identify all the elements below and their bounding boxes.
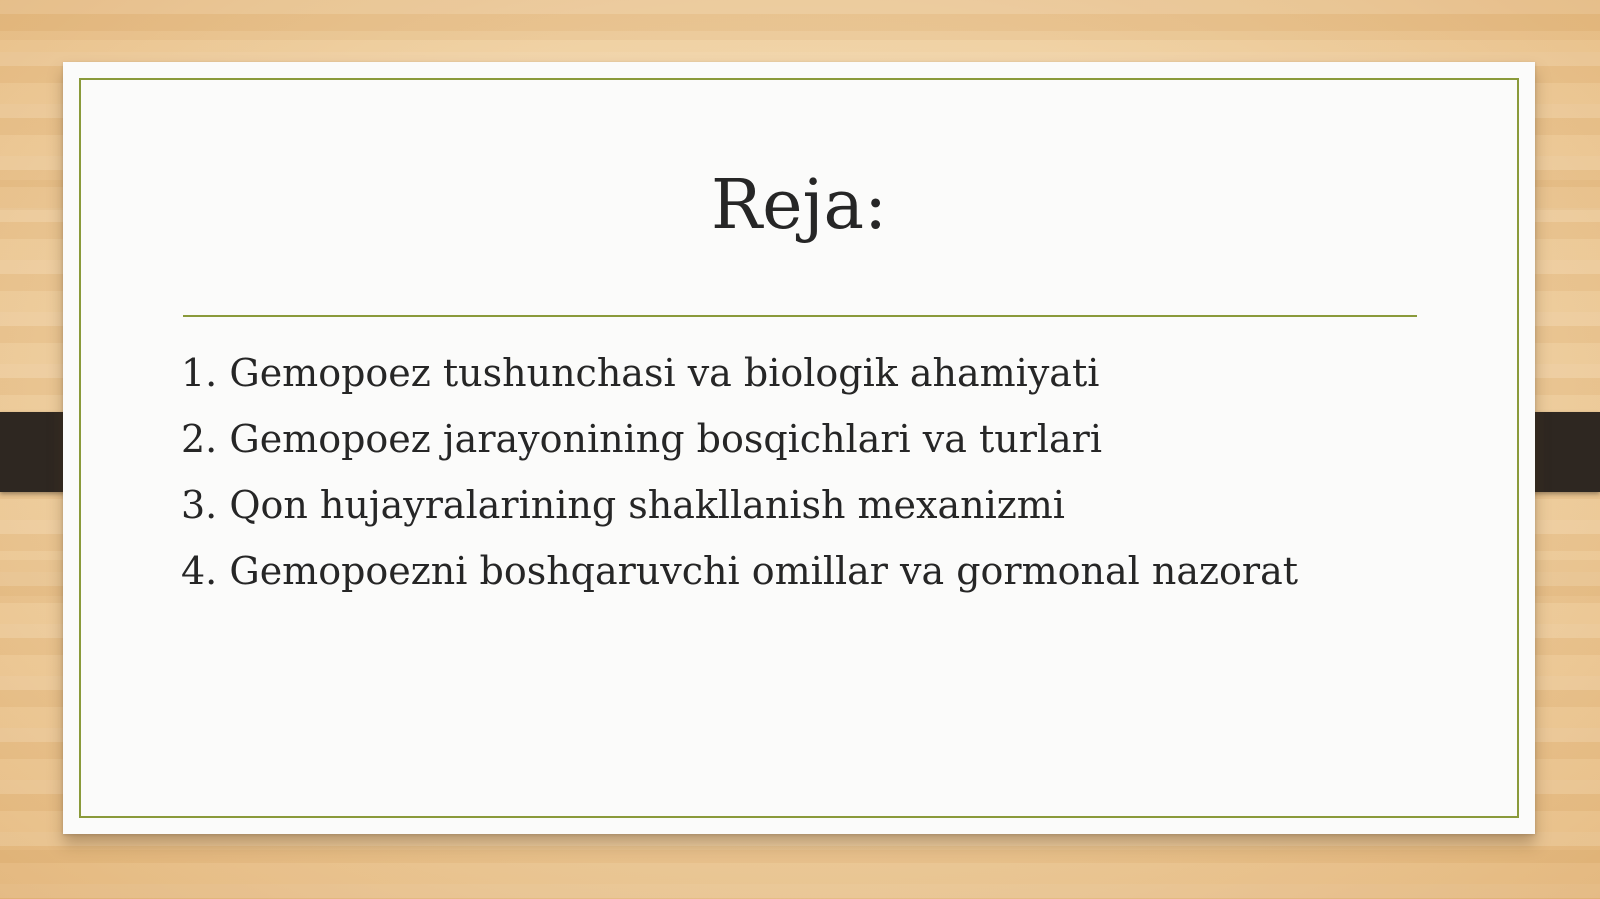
- wood-grain: [0, 0, 1600, 40]
- plan-item-2: 2. Gemopoez jarayonining bosqichlari va turlari: [181, 417, 1102, 461]
- wood-grain: [0, 850, 1600, 899]
- plan-item-1: 1. Gemopoez tushunchasi va biologik ahamiyati: [181, 351, 1100, 395]
- plan-item-4: 4. Gemopoezni boshqaruvchi omillar va gormonal nazorat: [181, 549, 1298, 593]
- plan-list: [181, 340, 1298, 604]
- title-divider: [183, 315, 1417, 317]
- slide-title: Reja:: [711, 166, 887, 245]
- slide-paper: [63, 62, 1535, 834]
- plan-item-3: 3. Qon hujayralarining shakllanish mexanizmi: [181, 483, 1065, 527]
